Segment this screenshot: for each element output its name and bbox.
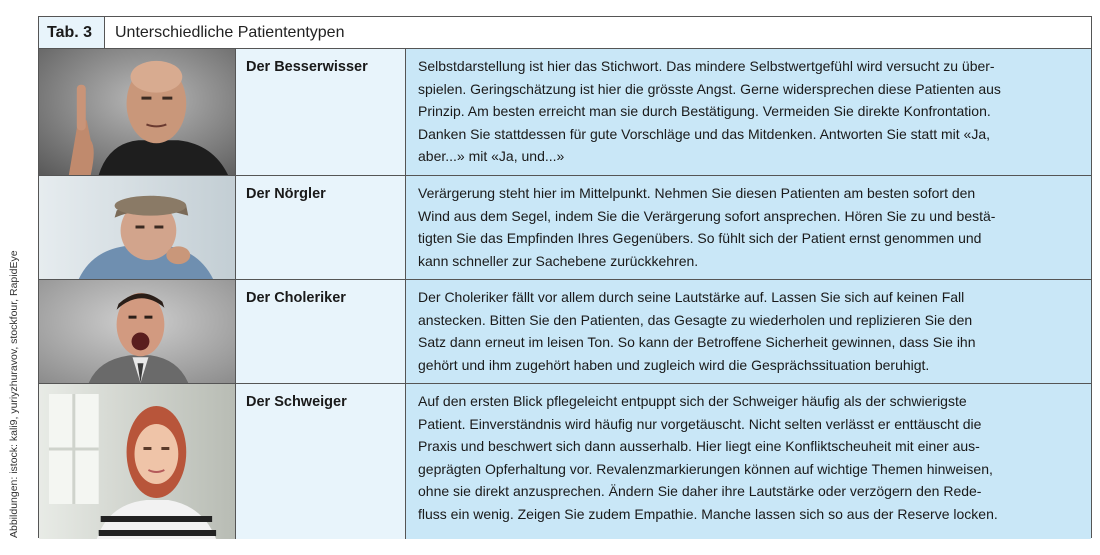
table-row	[39, 176, 1091, 280]
type-description: Auf den ersten Blick pflegeleicht entpuppt sich der Schweiger häufig als der schwierigste Patient. Einverständnis wird häufig nur vorgetäuscht. Nicht selten verlässt er enttäuscht die Praxis und beschwert sich dann ausserhalb. Hier liegt eine Konfliktscheuheit mit einer aus- geprägten Opferhaltung vor. Revalenzmarkierungen können auf wichtige Themen hinweisen, ohne sie direkt anzusprechen. Ändern Sie daher ihre Lautstärke oder verzögern den Rede- fluss ein wenig. Zeigen Sie zudem Empathie. Manche lassen sich so aus der Reserve locken.	[406, 384, 1091, 539]
image-credit: Abbildungen: istock: kali9, yuriyzhuravov, stockfour, RapidEye	[8, 250, 20, 538]
type-label: Der Schweiger	[236, 384, 406, 539]
table-number: Tab. 3	[39, 17, 105, 48]
table-row	[39, 280, 1091, 384]
shouting-man-photo	[39, 280, 236, 383]
type-label: Der Choleriker	[236, 280, 406, 383]
type-label: Der Besserwisser	[236, 49, 406, 175]
type-description: Verärgerung steht hier im Mittelpunkt. Nehmen Sie diesen Patienten am besten sofort den Wind aus dem Segel, indem Sie die Verärgerung sofort ansprechen. Hören Sie zu und bestä- tigten Sie das Empfinden Ihres Gegenübers. So fühlt sich der Patient ernst genommen und kann schneller zur Sachebene zurückkehren.	[406, 176, 1091, 279]
patient-types-table	[38, 16, 1092, 538]
old-man-cap-photo	[39, 176, 236, 279]
type-label: Der Nörgler	[236, 176, 406, 279]
man-raised-finger-photo	[39, 49, 236, 175]
table-row	[39, 384, 1091, 539]
young-woman-photo	[39, 384, 236, 539]
type-description: Selbstdarstellung ist hier das Stichwort. Das mindere Selbstwertgefühl wird versucht zu über- spielen. Geringschätzung ist hier die grösste Angst. Gerne widersprechen diese Patienten aus Prinzip. Am besten erreicht man sie durch Bestätigung. Vermeiden Sie direkte Konfrontation. Danken Sie stattdessen für gute Vorschläge und das Mitdenken. Antworten Sie statt mit «Ja, aber...» mit «Ja, und...»	[406, 49, 1091, 175]
table-caption	[39, 17, 1091, 49]
type-description: Der Choleriker fällt vor allem durch seine Lautstärke auf. Lassen Sie sich auf keinen Fall anstecken. Bitten Sie den Patienten, das Gesagte zu wiederholen und replizieren Sie den Satz dann erneut im leisen Ton. So kann der Betroffene Sicherheit gewinnen, dass Sie ihn gehört und ihm zugehört haben und zugleich wird die Gesprächssituation beruhigt.	[406, 280, 1091, 383]
table-row	[39, 49, 1091, 176]
table-title: Unterschiedliche Patiententypen	[115, 23, 345, 41]
